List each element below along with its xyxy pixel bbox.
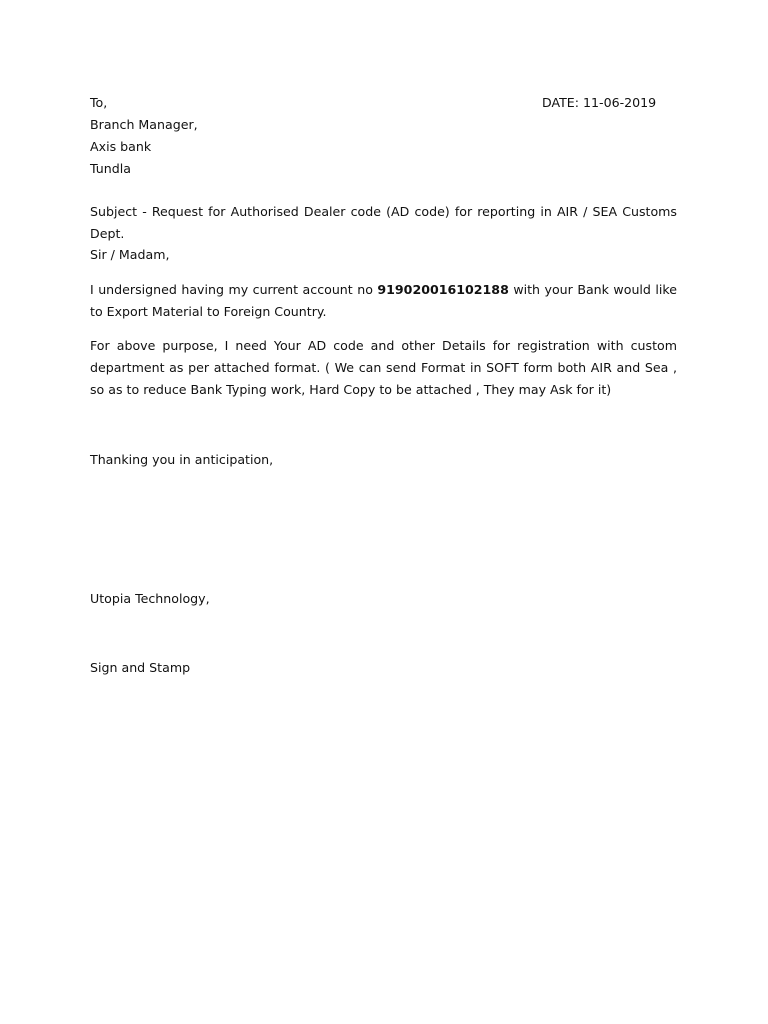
sign-and-stamp: Sign and Stamp (90, 660, 191, 675)
recipient-address (90, 114, 198, 180)
address-line-city: Tundla (90, 161, 131, 176)
salutation: Sir / Madam, (90, 247, 170, 262)
closing-line: Thanking you in anticipation, (90, 452, 274, 467)
body-paragraph-purpose: For above purpose, I need Your AD code and other Details for registration with custom department as per attached format. ( We can send Format in SOFT form both AIR and Sea , so as to reduce Bank Typing work, Hard Copy to be attached , They may Ask for it) (90, 338, 677, 397)
letter-date: DATE: 11-06-2019 (542, 95, 657, 110)
recipient-to: To, (90, 95, 108, 110)
para1-text-end: with your Bank would like to Export Material to Foreign Country. (90, 282, 677, 319)
para1-text-start: I undersigned having my current account no (90, 282, 378, 297)
account-number: 919020016102188 (377, 282, 509, 297)
subject-line: Subject - Request for Authorised Dealer code (AD code) for reporting in AIR / SEA Customs Dept. (90, 204, 677, 241)
company-name: Utopia Technology, (90, 591, 210, 606)
address-line-bank: Axis bank (90, 139, 152, 154)
address-line-title: Branch Manager, (90, 117, 198, 132)
body-paragraph-account (90, 279, 677, 323)
